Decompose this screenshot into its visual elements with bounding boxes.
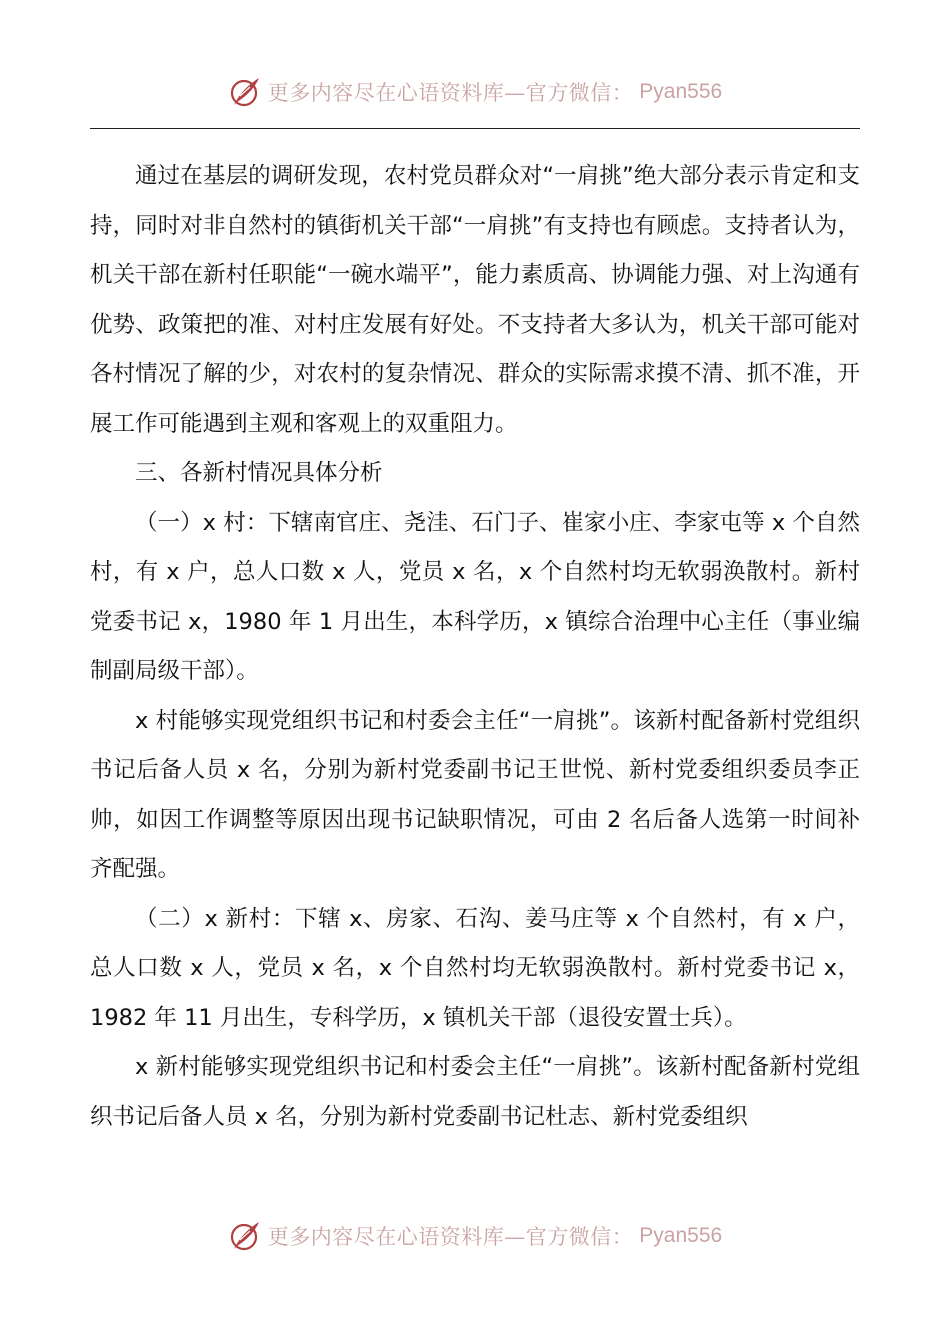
footer-banner <box>0 1216 950 1256</box>
paragraph-village-2-overview: （二）x 新村：下辖 x、房家、石沟、姜马庄等 x 个自然村，有 x 户，总人口数 x 人，党员 x 名，x 个自然村均无软弱涣散村。新村党委书记 x，1982 年 11 月出生，专科学历，x 镇机关干部（退役安置士兵）。 <box>90 905 860 1031</box>
banner-text: 更多内容尽在心语资料库—官方微信： <box>267 81 634 105</box>
section-heading-analysis: 三、各新村情况具体分析 <box>135 460 383 486</box>
feather-pen-logo-icon <box>228 1219 262 1253</box>
paragraph-survey-findings: 通过在基层的调研发现，农村党员群众对“一肩挑”绝大部分表示肯定和支持，同时对非自然村的镇街机关干部“一肩挑”有支持也有顾虑。支持者认为，机关干部在新村任职能“一碗水端平”，能力素质高、协调能力强、对上沟通有优势、政策把的准、对村庄发展有好处。不支持者大多认为，机关干部可能对各村情况了解的少，对农村的复杂情况、群众的实际需求摸不清、抓不准，开展工作可能遇到主观和客观上的双重阻力。 <box>90 163 860 437</box>
header-banner <box>0 72 950 112</box>
header-divider <box>90 128 860 129</box>
wechat-id: Pyan556 <box>639 80 723 103</box>
banner-text: 更多内容尽在心语资料库—官方微信： <box>267 1225 634 1249</box>
paragraph-village-1-successor: x 村能够实现党组织书记和村委会主任“一肩挑”。该新村配备新村党组织书记后备人员 x 名，分别为新村党委副书记王世悦、新村党委组织委员李正帅，如因工作调整等原因出现书记缺职情况，可由 2 名后备人选第一时间补齐配强。 <box>90 707 860 882</box>
wechat-id: Pyan556 <box>639 1224 723 1247</box>
paragraph-village-1-overview: （一）x 村：下辖南官庄、尧洼、石门子、崔家小庄、李家屯等 x 个自然村，有 x 户，总人口数 x 人，党员 x 名，x 个自然村均无软弱涣散村。新村党委书记 x，1980 年 1 月出生，本科学历，x 镇综合治理中心主任（事业编制副局级干部）。 <box>90 509 860 684</box>
document-body <box>90 152 860 1142</box>
paragraph-village-2-successor: x 新村能够实现党组织书记和村委会主任“一肩挑”。该新村配备新村党组织书记后备人员 x 名，分别为新村党委副书记杜志、新村党委组织 <box>90 1054 860 1130</box>
feather-pen-logo-icon <box>228 75 262 109</box>
